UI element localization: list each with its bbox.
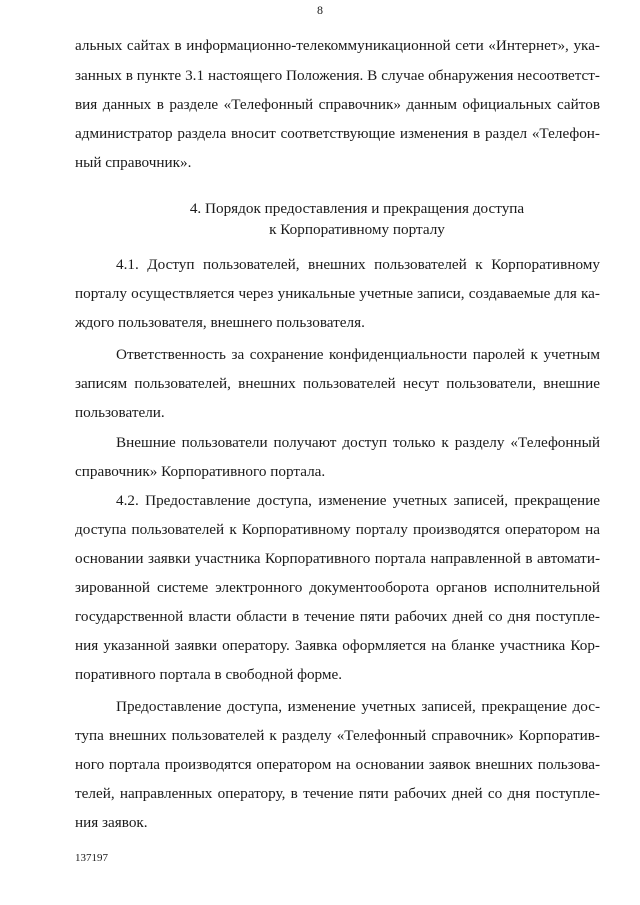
external-requests-line: телей, направленных оператору, в течение пяти рабочих дней со дня поступле- xyxy=(75,785,600,802)
intro-line: занных в пункте 3.1 настоящего Положения. В случае обнаружения несоответст- xyxy=(75,67,600,84)
external-access-line: Внешние пользователи получают доступ только к разделу «Телефонный xyxy=(116,434,600,451)
paragraph-4-2-line: государственной власти области в течение пяти рабочих дней со дня поступле- xyxy=(75,608,600,625)
intro-line: альных сайтах в информационно-телекоммуникационной сети «Интернет», ука- xyxy=(75,37,600,54)
section-heading: 4. Порядок предоставления и прекращения доступа xyxy=(189,200,525,217)
paragraph-4-1-line: 4.1. Доступ пользователей, внешних пользователей к Корпоративному xyxy=(116,256,600,273)
paragraph-4-2-line: основании заявки участника Корпоративного портала направленной в автомати- xyxy=(75,550,600,567)
external-requests-line: Предоставление доступа, изменение учетных записей, прекращение дос- xyxy=(116,698,600,715)
external-requests-line: ного портала производятся оператором на основании заявок внешних пользова- xyxy=(75,756,600,773)
responsibility-line: пользователи. xyxy=(75,404,165,421)
paragraph-4-2-line: 4.2. Предоставление доступа, изменение учетных записей, прекращение xyxy=(116,492,600,509)
responsibility-line: записям пользователей, внешних пользователей несут пользователи, внешние xyxy=(75,375,600,392)
paragraph-4-2-line: ния указанной заявки оператору. Заявка оформляется на бланке участника Кор- xyxy=(75,637,600,654)
intro-line: ный справочник». xyxy=(75,154,192,171)
page-number: 8 xyxy=(317,3,323,17)
paragraph-4-2-line: доступа пользователей к Корпоративному порталу производятся оператором на xyxy=(75,521,600,538)
responsibility-line: Ответственность за сохранение конфиденциальности паролей к учетным xyxy=(116,346,600,363)
external-access-line: справочник» Корпоративного портала. xyxy=(75,463,326,480)
paragraph-4-2-line: поративного портала в свободной форме. xyxy=(75,666,343,683)
external-requests-line: тупа внешних пользователей к разделу «Телефонный справочник» Корпоратив- xyxy=(75,727,600,744)
section-heading: к Корпоративному порталу xyxy=(269,221,445,238)
paragraph-4-1-line: порталу осуществляется через уникальные учетные записи, создаваемые для ка- xyxy=(75,285,600,302)
document-code: 137197 xyxy=(75,852,108,864)
intro-line: администратор раздела вносит соответствующие изменения в раздел «Телефон- xyxy=(75,125,600,142)
paragraph-4-1-line: ждого пользователя, внешнего пользователя. xyxy=(75,314,365,331)
external-requests-line: ния заявок. xyxy=(75,814,148,831)
intro-line: вия данных в разделе «Телефонный справочник» данным официальных сайтов xyxy=(75,96,600,113)
paragraph-4-2-line: зированной системе электронного документооборота органов исполнительной xyxy=(75,579,600,596)
